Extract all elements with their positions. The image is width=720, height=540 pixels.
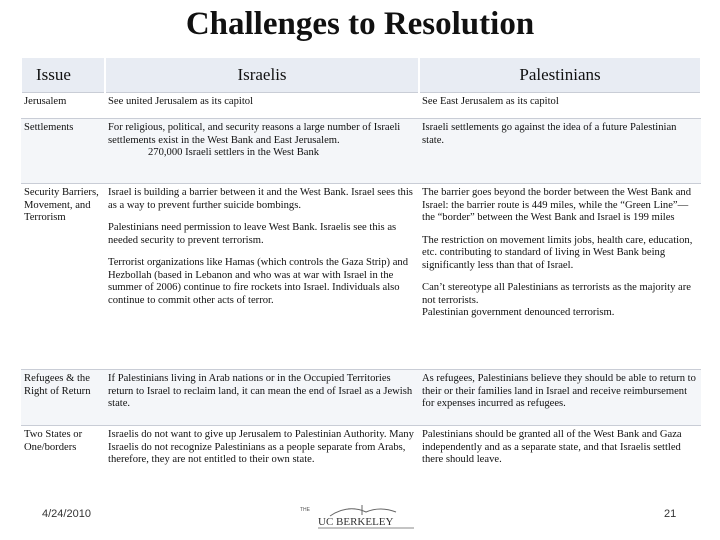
cell-text: The restriction on movement limits jobs, health care, education, etc. contributing to standard of living in West Bank being significantly less than that of Israel.	[422, 234, 693, 271]
cell-text: As refugees, Palestinians believe they should be able to return to their or their families land in Israel and receive reimbursement for expenses incurred as refugees.	[422, 373, 696, 409]
cell-text: Palestinians should be granted all of the West Bank and Gaza independently and as a separate state, and that Israelis settled there should leave.	[422, 429, 682, 465]
header-issue: Issue	[21, 58, 105, 93]
table-row	[21, 93, 701, 119]
slide-title: Challenges to Resolution	[185, 6, 535, 42]
cell-text: Terrorist organizations like Hamas (which controls the Gaza Strip) and Hezbollah (based in Lebanon and who was at war with Israel in the summer of 2006) continue to fire rockets into Israel. Individuals also continue to commit other acts of terror.	[108, 257, 409, 306]
cell-text: The barrier goes beyond the border between the West Bank and Israel: the barrier route is 449 miles, while the “Green Line”—the “border” between the West Bank and Israel is 199 miles	[422, 187, 691, 223]
palestinians-cell	[419, 93, 701, 119]
page-number: 21	[664, 508, 677, 520]
israelis-cell	[105, 93, 419, 119]
issue-cell: Security Barriers, Movement, and Terrorism	[21, 184, 105, 370]
logo-the-text: THE	[300, 507, 310, 513]
cell-text: Can’t stereotype all Palestinians as terrorists as the majority are not terrorists.	[422, 282, 691, 306]
cell-text: Israeli settlements go against the idea of a future Palestinian state.	[422, 122, 677, 146]
cell-text: Israelis do not want to give up Jerusalem to Palestinian Authority. Many Israelis do not recognize Palestinians as a people separate from Arabs, therefore, they are not entitled to their own state.	[108, 429, 414, 465]
table-row	[21, 184, 701, 370]
israelis-cell	[105, 370, 419, 426]
challenges-table	[20, 58, 702, 488]
cell-text: Israel is building a barrier between it and the West Bank. Israel sees this as a way to prevent further suicide bombings.	[108, 187, 413, 211]
table-row	[21, 426, 701, 489]
table-row	[21, 119, 701, 184]
cell-text: For religious, political, and security reasons a large number of Israeli settlements exist in the West Bank and East Jerusalem.	[108, 122, 401, 146]
palestinians-cell	[419, 184, 701, 370]
uc-berkeley-logo	[300, 502, 422, 530]
footer-date: 4/24/2010	[42, 508, 91, 520]
issue-cell: Refugees & the Right of Return	[21, 370, 105, 426]
cell-text: 270,000 Israeli settlers in the West Bank	[148, 147, 320, 158]
logo-text: UC BERKELEY	[318, 516, 394, 528]
table-row	[21, 370, 701, 426]
cell-text: See East Jerusalem as its capitol	[422, 96, 559, 107]
israelis-cell	[105, 184, 419, 370]
israelis-cell	[105, 426, 419, 489]
header-palestinians: Palestinians	[419, 58, 701, 93]
palestinians-cell	[419, 370, 701, 426]
issue-cell: Two States or One/borders	[21, 426, 105, 489]
palestinians-cell	[419, 426, 701, 489]
israelis-cell	[105, 119, 419, 184]
palestinians-cell	[419, 119, 701, 184]
header-row	[21, 58, 701, 93]
cell-text: Palestinians need permission to leave West Bank. Israelis see this as needed security to prevent terrorism.	[108, 222, 397, 246]
header-israelis: Israelis	[105, 58, 419, 93]
issue-cell: Jerusalem	[21, 93, 105, 119]
cell-text: If Palestinians living in Arab nations or in the Occupied Territories return to Israel to reclaim land, it can mean the end of Israel as a Jewish state.	[108, 373, 413, 409]
issue-cell: Settlements	[21, 119, 105, 184]
cell-text: See united Jerusalem as its capitol	[108, 96, 254, 107]
cell-text: Palestinian government denounced terrorism.	[422, 307, 615, 318]
